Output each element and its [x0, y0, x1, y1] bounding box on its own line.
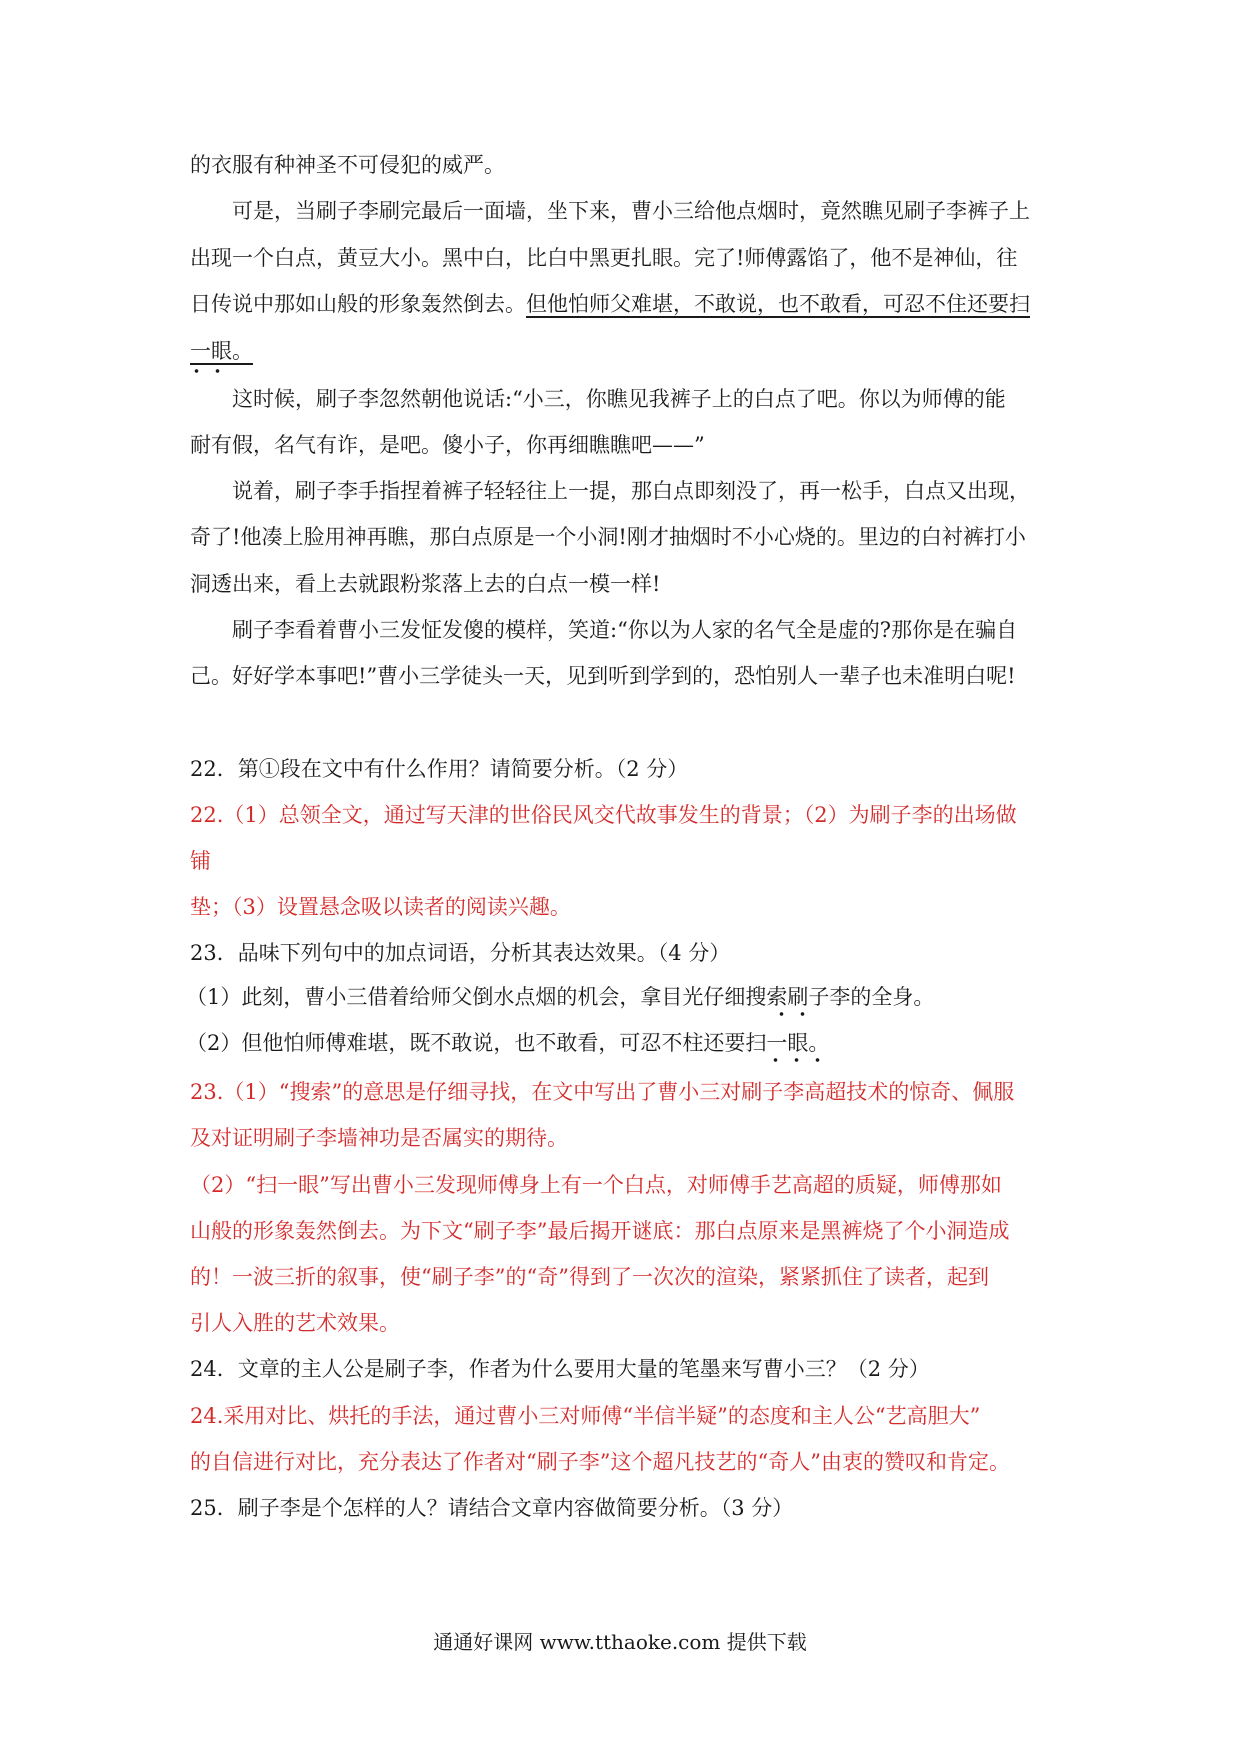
- answer-23-line-3: （2）“扫一眼”写出曹小三发现师傅身上有一个白点，对师傅手艺高超的质疑，师傅那如: [190, 1173, 1002, 1197]
- story-paragraph-5-line-2: 己。好好学本事吧!”曹小三学徒头一天，见到听到学到的，恐怕别人一辈子也未准明白呢!: [190, 664, 1016, 688]
- answer-22-line-3: 垫；（3）设置悬念吸以读者的阅读兴趣。: [190, 895, 571, 919]
- emphasis-dot: [938, 320, 946, 328]
- answer-24-line-2: 的自信进行对比，充分表达了作者对“刷子李”这个超凡技艺的“奇人”由衷的赞叹和肯定。: [190, 1450, 1010, 1474]
- story-paragraph-1-tail: 的衣服有种神圣不可侵犯的威严。: [190, 153, 505, 177]
- question-23-item-1: （1）此刻，曹小三借着给师父倒水点烟的机会，拿目光仔细搜索刷子李的全身。: [186, 985, 935, 1009]
- page-footer: 通通好课网 www.tthaoke.com 提供下载: [433, 1630, 807, 1654]
- story-paragraph-2-line-4: [190, 336, 1060, 366]
- answer-23-line-2: 及对证明刷子李墙神功是否属实的期待。: [190, 1126, 568, 1150]
- underlined-sentence-end: 一眼。: [190, 339, 253, 363]
- answer-22-line-2: 铺: [190, 849, 211, 873]
- answer-23-line-1: 23.（1）“搜索”的意思是仔细寻找，在文中写出了曹小三对刷子李高超技术的惊奇、佩服: [190, 1080, 1015, 1104]
- story-paragraph-2-line-1: 可是，当刷子李刷完最后一面墙，坐下来，曹小三给他点烟时，竟然瞧见刷子李裤子上: [232, 199, 1030, 223]
- question-24: 24．文章的主人公是刷子李，作者为什么要用大量的笔墨来写曹小三？（2 分）: [190, 1357, 930, 1381]
- story-paragraph-3-line-2: 耐有假，名气有诈，是吧。傻小子，你再细瞧瞧吧——”: [190, 433, 705, 457]
- question-22: 22．第①段在文中有什么作用？请简要分析。（2 分）: [190, 757, 689, 781]
- story-paragraph-2-line-3: [190, 289, 1060, 319]
- answer-23-line-4: 山般的形象轰然倒去。为下文“刷子李”最后揭开谜底：那白点原来是黑裤烧了个小洞造成: [190, 1219, 1010, 1243]
- story-paragraph-2-line-2: 出现一个白点，黄豆大小。黑中白，比白中黑更扎眼。完了!师傅露馅了，他不是神仙，往: [190, 246, 1018, 270]
- emphasis-dots: [765, 1056, 828, 1064]
- story-paragraph-4-line-3: 洞透出来，看上去就跟粉浆落上去的白点一模一样!: [190, 572, 661, 596]
- answer-23-line-6: 引人入胜的艺术效果。: [190, 1311, 400, 1335]
- story-paragraph-2-line-3-plain: 日传说中那如山般的形象轰然倒去。: [190, 292, 526, 316]
- question-25: 25．刷子李是个怎样的人？请结合文章内容做简要分析。（3 分）: [190, 1496, 794, 1520]
- question-23-item-2: （2）但他怕师傅难堪，既不敢说，也不敢看，可忍不柱还要扫一眼。: [186, 1031, 830, 1055]
- story-paragraph-5-line-1: 刷子李看着曹小三发怔发傻的模样，笑道:“你以为人家的名气全是虚的?那你是在骗自: [232, 618, 1018, 642]
- answer-24-line-1: 24.采用对比、烘托的手法，通过曹小三对师傅“半信半疑”的态度和主人公“艺高胆大”: [190, 1404, 981, 1428]
- underlined-sentence: 但他怕师父难堪，不敢说，也不敢看，可忍不住还要扫: [526, 292, 1030, 316]
- story-paragraph-3-line-1: 这时候，刷子李忽然朝他说话:“小三，你瞧见我裤子上的白点了吧。你以为师傅的能: [232, 387, 1006, 411]
- emphasis-dots: [186, 367, 232, 375]
- emphasis-dots: [771, 1010, 813, 1018]
- answer-23-line-5: 的！一波三折的叙事，使“刷子李”的“奇”得到了一次次的渲染，紧紧抓住了读者，起到: [190, 1265, 989, 1289]
- story-paragraph-4-line-1: 说着，刷子李手指捏着裤子轻轻往上一提，那白点即刻没了，再一松手，白点又出现，: [232, 479, 1030, 503]
- question-23: 23．品味下列句中的加点词语，分析其表达效果。（4 分）: [190, 941, 731, 965]
- answer-22-line-1: 22.（1）总领全文，通过写天津的世俗民风交代故事发生的背景；（2）为刷子李的出场做: [190, 803, 1017, 827]
- story-paragraph-4-line-2: 奇了!他凑上脸用神再瞧，那白点原是一个小洞!刚才抽烟时不小心烧的。里边的白衬裤打小: [190, 525, 1026, 549]
